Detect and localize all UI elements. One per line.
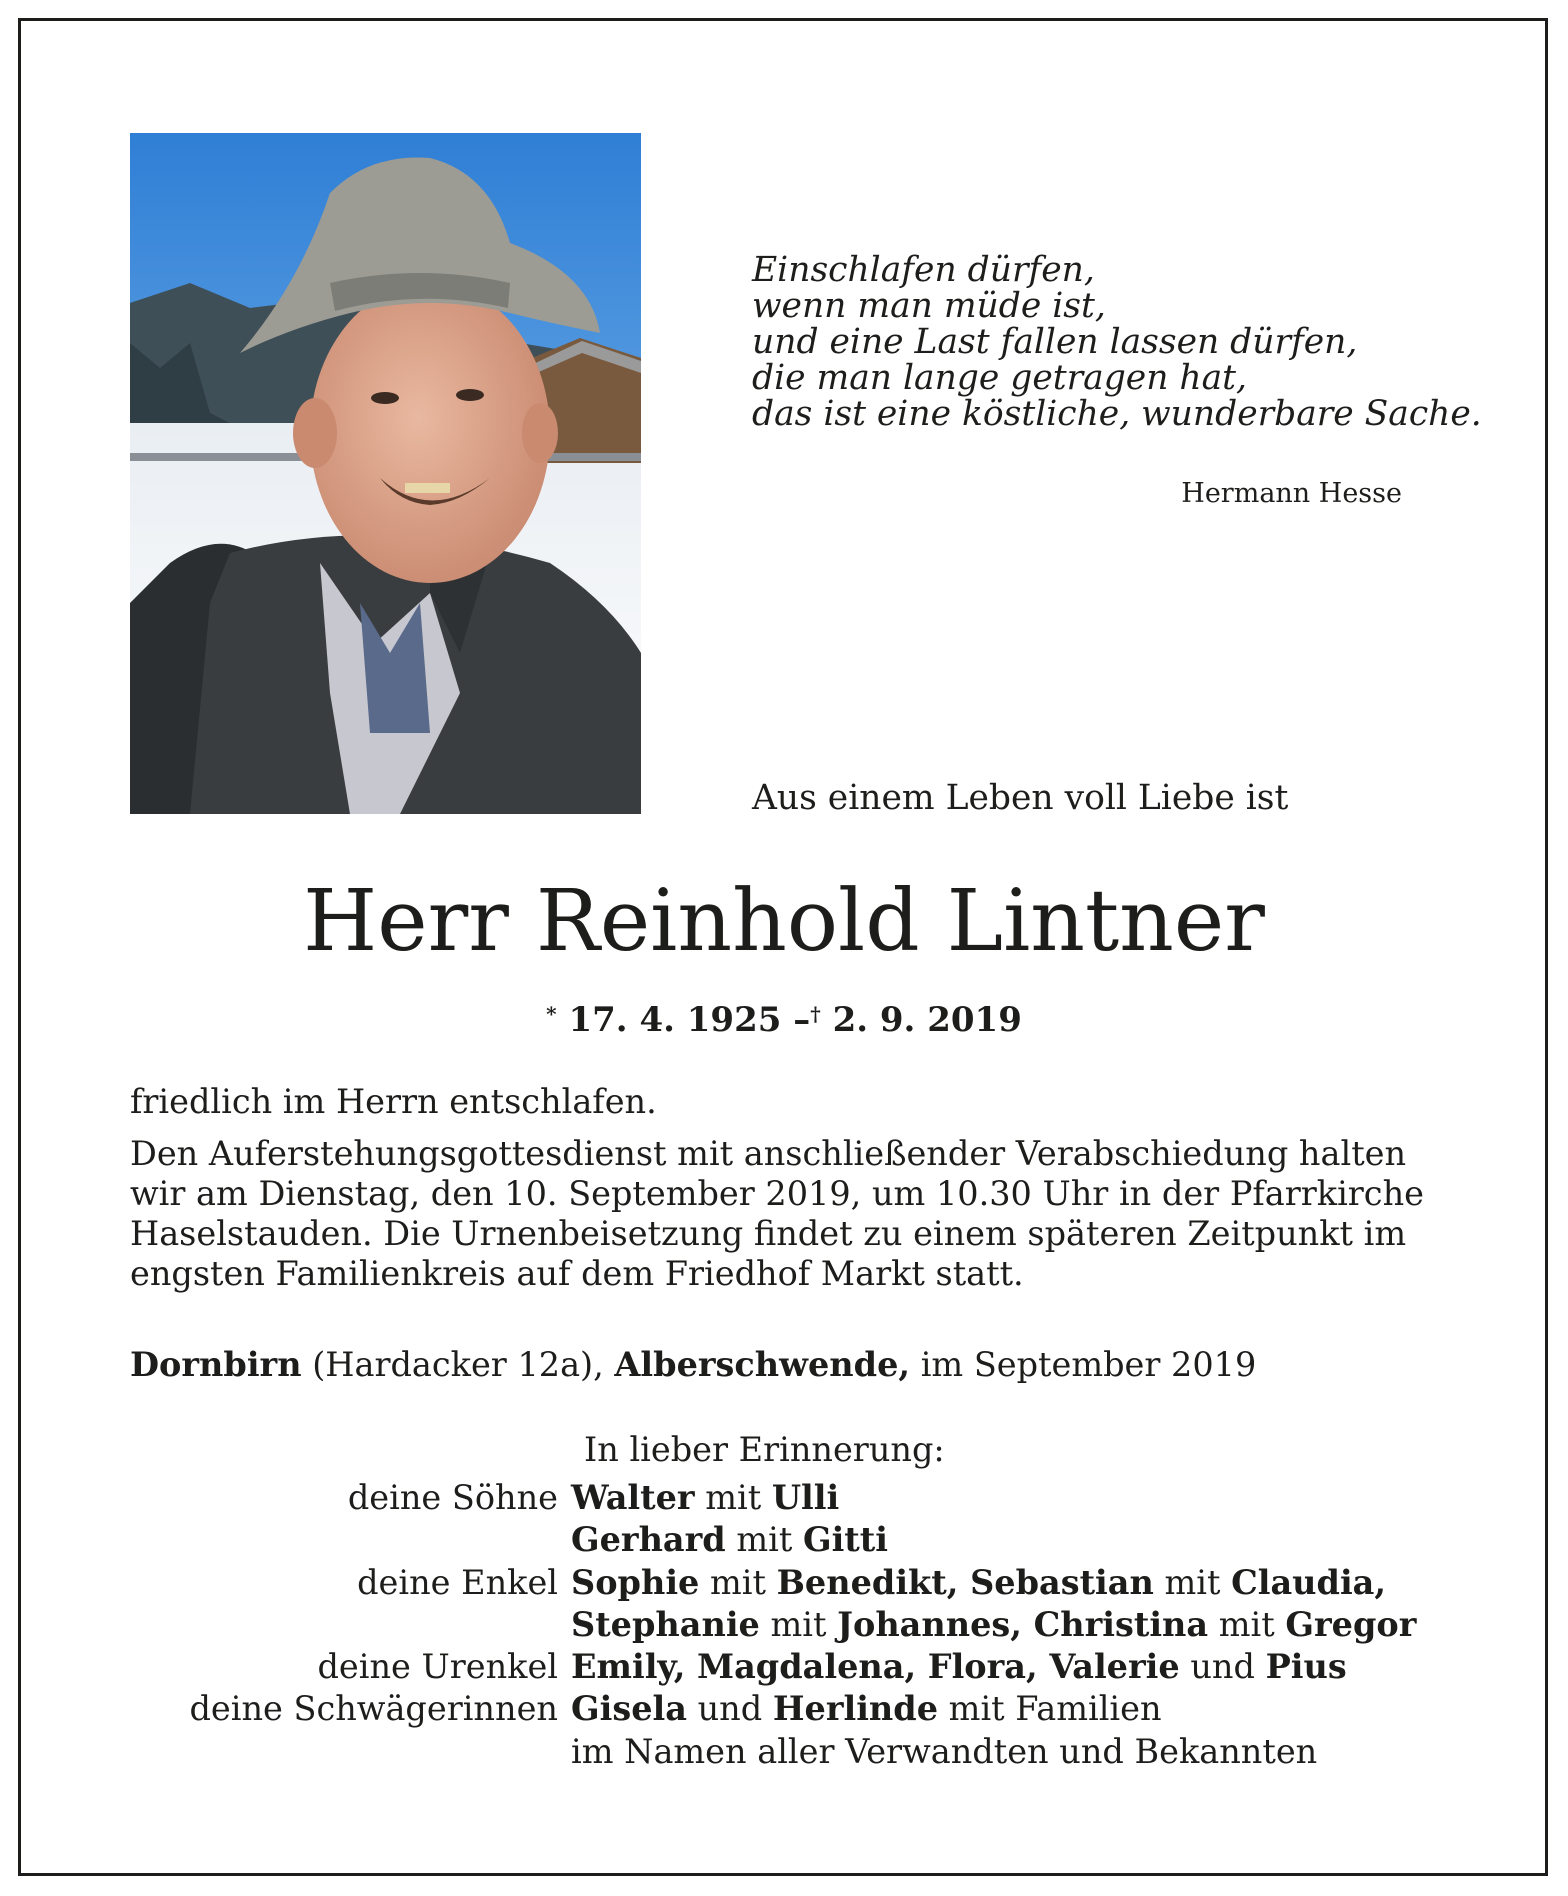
memory-heading: In lieber Erinnerung: bbox=[584, 1430, 945, 1469]
service-line: engsten Familienkreis auf dem Friedhof Markt statt. bbox=[130, 1254, 1024, 1293]
deceased-name: Herr Reinhold Lintner bbox=[303, 872, 1265, 971]
service-line: Den Auferstehungsgottesdienst mit anschließender Verabschiedung halten bbox=[130, 1134, 1407, 1173]
family-row bbox=[0, 1688, 1568, 1730]
family-names: Walter mit Ulli bbox=[571, 1478, 840, 1517]
quote bbox=[752, 250, 1482, 434]
life-dates bbox=[0, 1000, 1568, 1040]
family-row bbox=[0, 1731, 1568, 1773]
quote-line: das ist eine köstliche, wunderbare Sache. bbox=[752, 394, 1482, 434]
service-paragraph bbox=[130, 1134, 1450, 1294]
quote-author: Hermann Hesse bbox=[1181, 478, 1402, 509]
death-symbol: † bbox=[810, 1002, 821, 1026]
family-list bbox=[0, 1477, 1568, 1773]
family-row bbox=[0, 1604, 1568, 1646]
family-names: Gisela und Herlinde mit Familien bbox=[571, 1689, 1162, 1729]
birth-symbol: * bbox=[546, 1002, 557, 1026]
relation-label: deine Urenkel bbox=[317, 1647, 558, 1687]
family-row bbox=[0, 1646, 1568, 1688]
family-names: Gerhard mit Gitti bbox=[571, 1520, 888, 1560]
family-names: Sophie mit Benedikt, Sebastian mit Claudia, bbox=[571, 1562, 1387, 1602]
intro-text: Aus einem Leben voll Liebe ist bbox=[752, 778, 1289, 818]
notice-date: im September 2019 bbox=[910, 1345, 1257, 1384]
relation-label: deine Söhne bbox=[347, 1478, 558, 1517]
family-names: Emily, Magdalena, Flora, Valerie und Pius bbox=[571, 1647, 1347, 1687]
birth-date: 17. 4. 1925 bbox=[568, 1000, 782, 1040]
place-and-date bbox=[130, 1345, 1256, 1384]
death-date: 2. 9. 2019 bbox=[832, 1000, 1022, 1040]
family-row bbox=[0, 1562, 1568, 1604]
portrait-image bbox=[130, 133, 641, 814]
relation-label bbox=[0, 1604, 571, 1646]
service-line: wir am Dienstag, den 10. September 2019, um 10.30 Uhr in der Pfarrkirche bbox=[130, 1174, 1424, 1213]
family-row bbox=[0, 1477, 1568, 1519]
quote-line: die man lange getragen hat, bbox=[752, 358, 1247, 398]
quote-line: und eine Last fallen lassen dürfen, bbox=[752, 322, 1358, 362]
closing-line: im Namen aller Verwandten und Bekannten bbox=[571, 1731, 1318, 1771]
quote-line: wenn man müde ist, bbox=[752, 286, 1106, 326]
relation-label: deine Enkel bbox=[357, 1562, 558, 1602]
portrait-photo bbox=[130, 133, 641, 814]
city-dornbirn: Dornbirn bbox=[130, 1345, 302, 1384]
city-alberschwende: Alberschwende, bbox=[614, 1345, 911, 1384]
service-line: Haselstauden. Die Urnenbeisetzung findet zu einem späteren Zeitpunkt im bbox=[130, 1214, 1407, 1253]
family-row bbox=[0, 1519, 1568, 1561]
family-names: Stephanie mit Johannes, Christina mit Gregor bbox=[571, 1604, 1417, 1644]
relation-label bbox=[0, 1731, 571, 1773]
quote-line: Einschlafen dürfen, bbox=[752, 250, 1095, 290]
relation-label bbox=[0, 1519, 571, 1561]
date-separator: – bbox=[793, 1000, 811, 1040]
passed-text: friedlich im Herrn entschlafen. bbox=[130, 1082, 657, 1121]
relation-label: deine Schwägerinnen bbox=[189, 1689, 558, 1729]
address: (Hardacker 12a), bbox=[301, 1345, 615, 1384]
